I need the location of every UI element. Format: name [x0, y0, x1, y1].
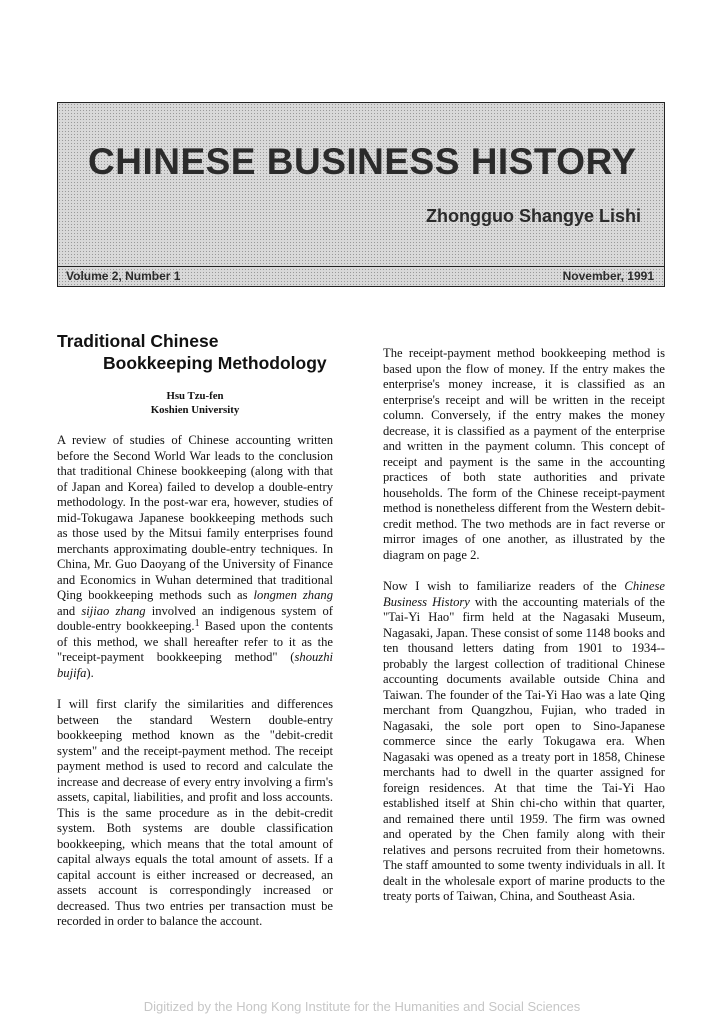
paragraph-1-text-d: ). — [86, 665, 94, 680]
journal-subtitle: Zhongguo Shangye Lishi — [426, 206, 641, 226]
paragraph-4 — [383, 579, 665, 905]
paragraph-4-text-b: with the accounting materials of the "Tai-Yi Hao" firm held at the Nagasaki Museum, Nagasaki, Japan. These consist of some 1148 books and ten thousand letters dating from 1901 to 1934--probably the largest collection of traditional Chinese accounting documents available outside China and Taiwan. The founder of the Tai-Yi Hao was a late Qing merchant from Quangzhou, Fujian, who traded in Nagasaki, the sole port open to Sino-Japanese commerce since the early Tokugawa era. When Nagasaki was opened as a treaty port in 1858, Chinese merchants had to dwell in the quarter assigned for foreign residences. At that time the Tai-Yi Hao established itself at Shin chi-cho within that quarter, and remained there until 1959. The firm was owned and operated by the Chen family along with their relatives and persons recruited from their hometowns. The staff amounted to some twenty individuals in all. It dealt in the wholesale export of marine products to the treaty ports of Taiwan, China, and Southeast Asia. — [383, 594, 665, 903]
issue-date: November, 1991 — [562, 269, 654, 283]
article-title-line2: Bookkeeping Methodology — [103, 353, 327, 373]
masthead — [57, 102, 665, 287]
issue-volume: Volume 2, Number 1 — [66, 269, 181, 283]
term-shouzhi-bujifa: shouzhi bujifa — [57, 650, 333, 680]
byline — [57, 389, 333, 417]
right-column — [383, 346, 665, 905]
paragraph-1-and: and — [57, 603, 82, 618]
masthead-divider — [58, 266, 664, 267]
term-longmen-zhang: longmen zhang — [253, 588, 333, 602]
digitization-footer: Digitized by the Hong Kong Institute for the Humanities and Social Sciences — [143, 999, 581, 1014]
author-name: Hsu Tzu-fen — [166, 390, 224, 402]
journal-title: CHINESE BUSINESS HISTORY — [88, 141, 637, 182]
paragraph-1-text-c: Based upon the contents of this method, we shall hereafter refer to it as the "receipt-payment bookkeeping method" ( — [57, 619, 333, 664]
left-column — [57, 330, 333, 930]
author-affiliation: Koshien University — [150, 404, 240, 416]
paragraph-4-text-a: Now I wish to familiarize readers of the — [383, 579, 625, 593]
paragraph-1-text-b: involved an indigenous system of double-entry bookkeeping. — [57, 603, 333, 633]
footnote-marker: 1 — [194, 618, 200, 629]
article-title-line1: Traditional Chinese — [57, 331, 219, 351]
paragraph-1 — [57, 433, 333, 681]
paragraph-3: The receipt-payment method bookkeeping method is based upon the flow of money. If the entry makes the enterprise's money increase, it is classified as an enterprise's receipt and will be written in the receipt column. Conversely, if the entry makes the money decrease, it is classified as a payment of the enterprise and written in the payment column. This concept of receipt and payment is the same in the accounting practices of both state authorities and private households. The form of the Chinese receipt-payment method is nonetheless different from the Western debit-credit method. The two methods are in fact reverse or mirror images of one another, as illustrated by the diagram on page 2. — [383, 346, 665, 562]
paragraph-2: I will first clarify the similarities and differences between the standard Western double-entry bookkeeping method known as the "debit-credit system" and the receipt-payment method. The receipt payment method is used to record and calculate the increase and decrease of every entry involving a firm's assets, capital, liabilities, and profit and loss accounts. This is the same procedure as in the debit-credit system. Both systems are double classification bookkeeping, which means that the total amount of capital always equals the total amount of assets. If a capital account is either increased or decreased, an assets account is correspondingly increased or decreased. Thus two entries per transaction must be recorded in order to balance the account. — [57, 697, 333, 928]
journal-name-italic: Chinese Business History — [383, 579, 665, 609]
article-title — [57, 330, 333, 374]
paragraph-1-text-a: A review of studies of Chinese accounting written before the Second World War leads to the conclusion that traditional Chinese bookkeeping (along with that of Japan and Korea) failed to develop a double-entry methodology. In the post-war era, however, studies of mid-Tokugawa Japanese bookkeeping methods such as those used by the Mitsui family enterprises found merchants approximating double-entry techniques. In China, Mr. Guo Daoyang of the University of Finance and Economics in Wuhan determined that traditional Qing bookkeeping methods such as — [57, 433, 333, 602]
term-sijiao-zhang: sijiao zhang — [81, 603, 146, 618]
